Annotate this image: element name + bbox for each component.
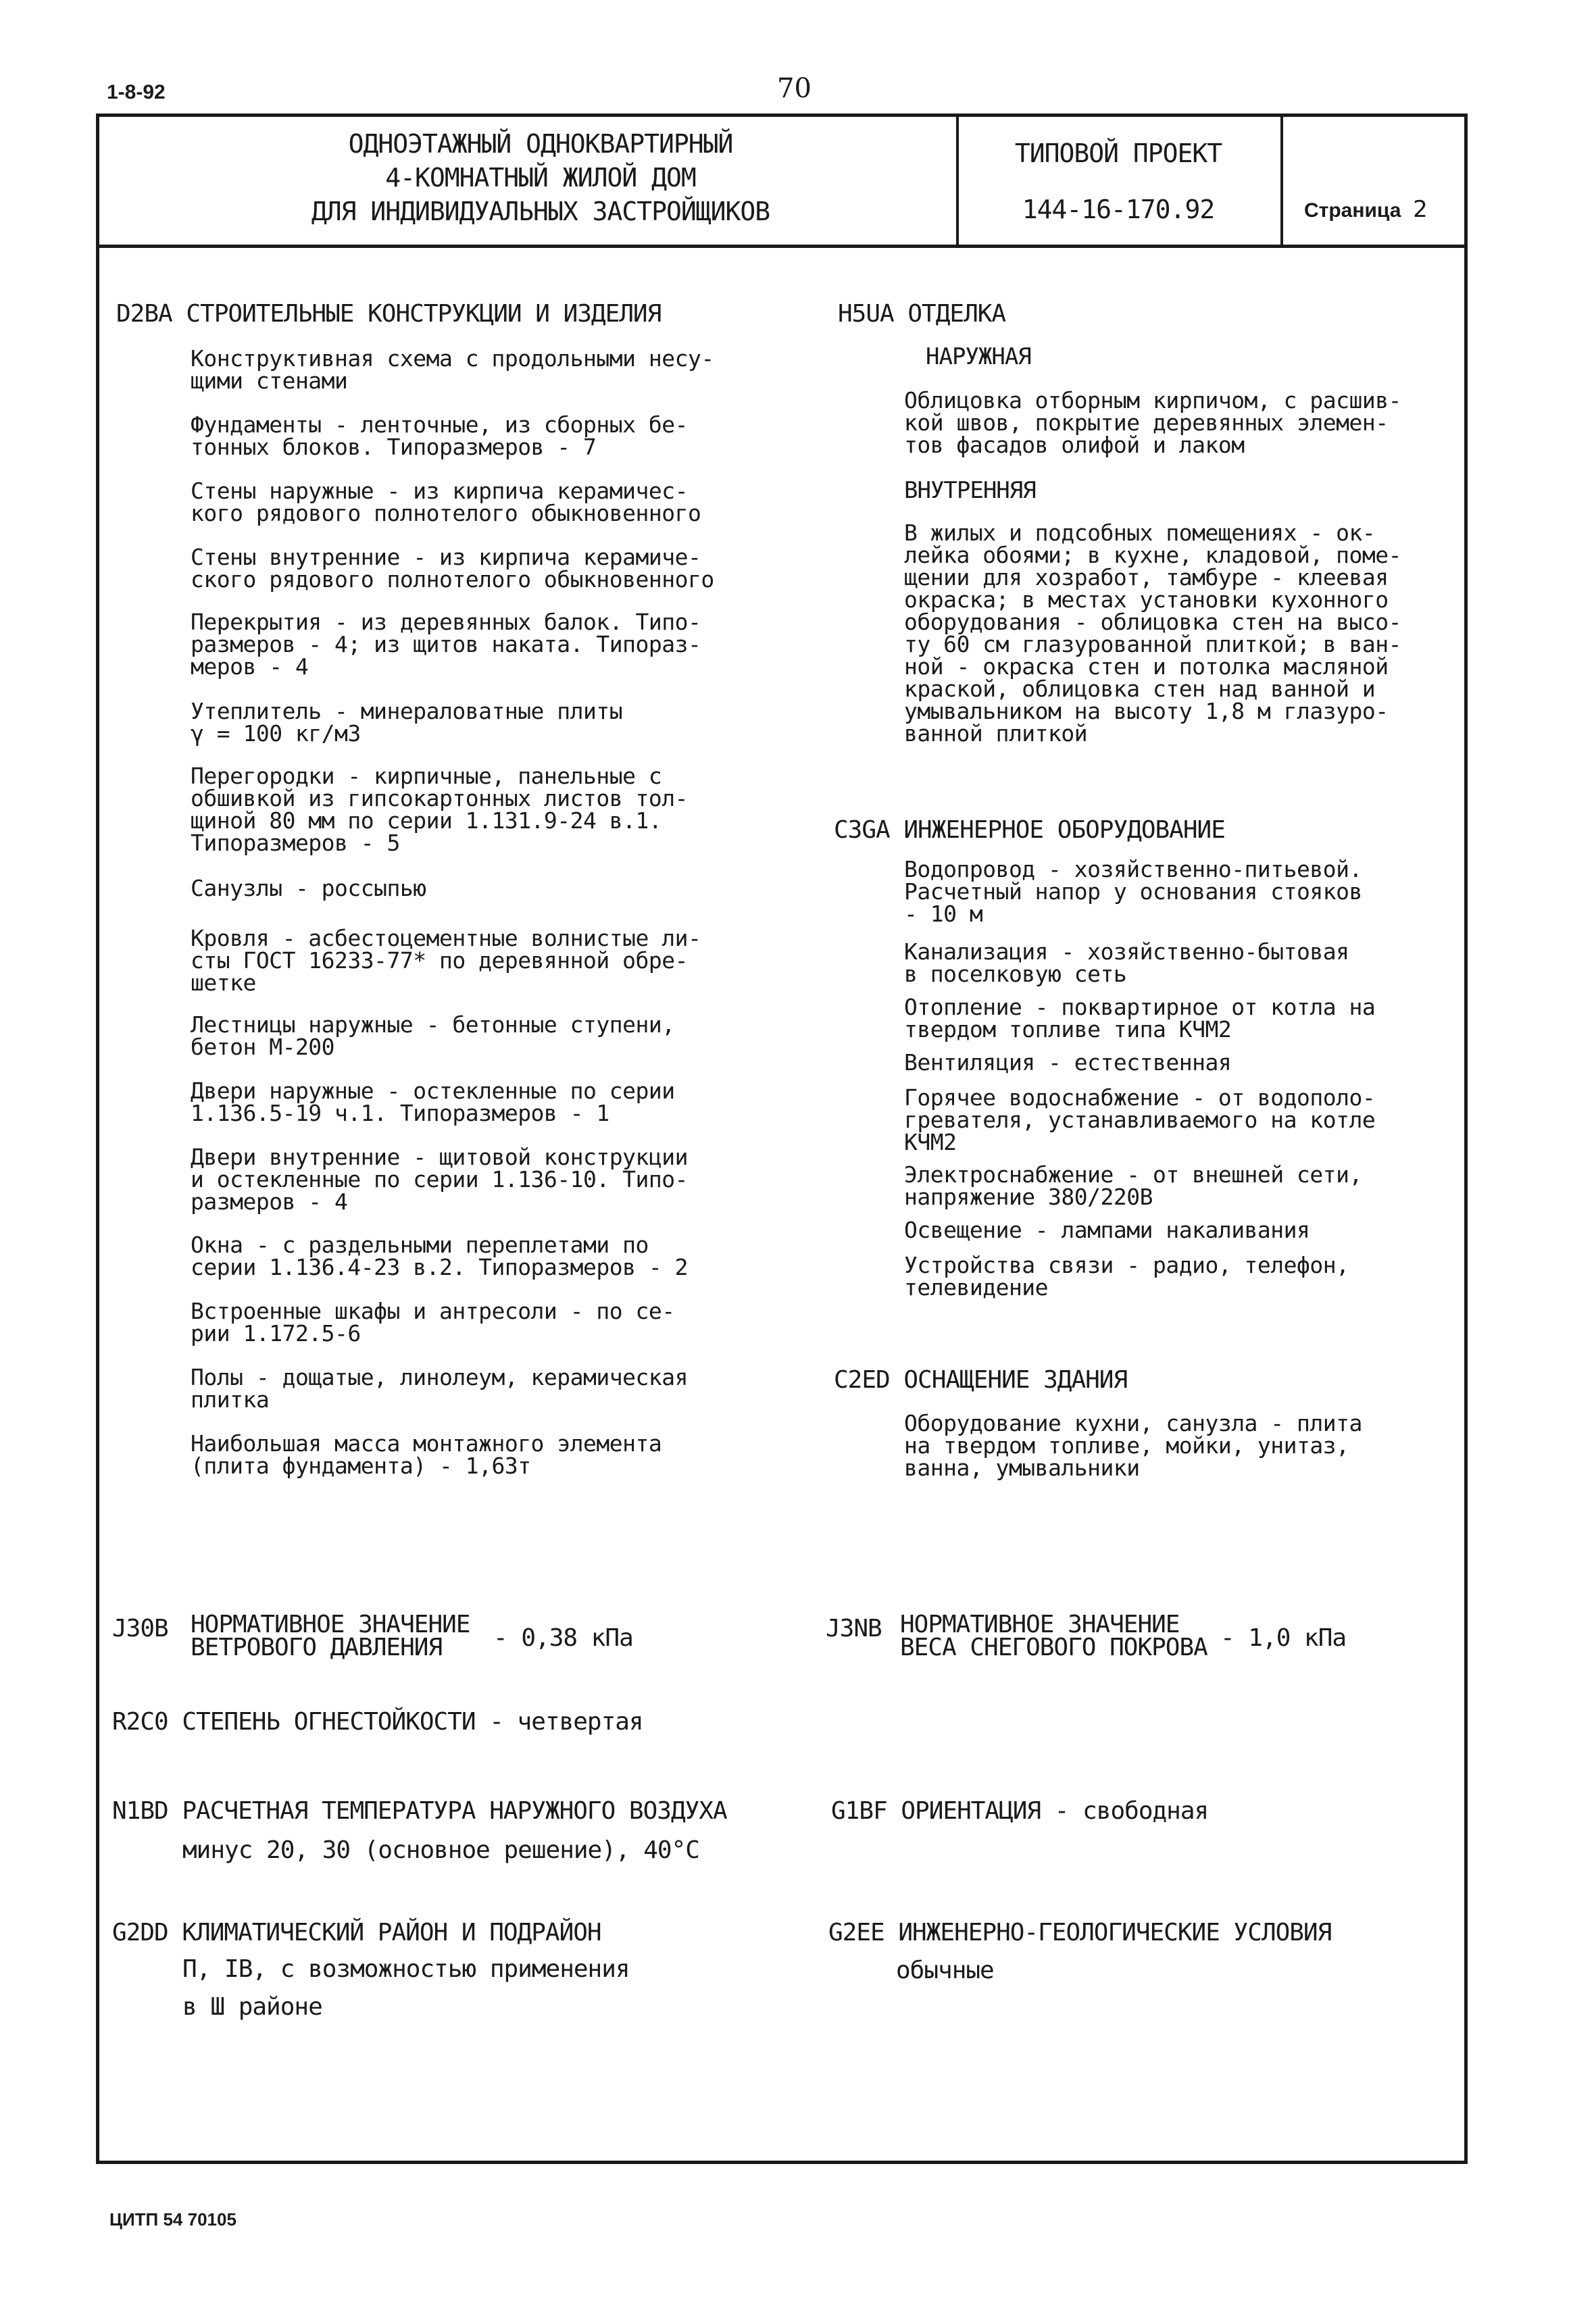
text-line: размеров - 4; из щитов наката. Типораз-	[191, 631, 701, 657]
text-line: Водопровод - хозяйственно-питьевой.	[904, 856, 1362, 882]
text-line: на твердом топливе, мойки, унитаз,	[904, 1432, 1349, 1459]
text-line: В жилых и подсобных помещениях - ок-	[904, 520, 1376, 546]
page-number: 70	[777, 73, 812, 104]
text-line: Оборудование кухни, санузла - плита	[904, 1410, 1362, 1436]
text-line: ванна, умывальники	[904, 1455, 1140, 1481]
text-line: кой швов, покрытие деревянных элемен-	[904, 409, 1389, 436]
construction-item	[191, 877, 751, 899]
section-title-equipment: C3GA ИНЖЕНЕРНОЕ ОБОРУДОВАНИЕ	[834, 816, 1225, 844]
equipment-item	[904, 1051, 1478, 1074]
equipment-item	[904, 996, 1478, 1040]
project-number: 144-16-170.92	[1022, 195, 1215, 224]
text-line: Лестницы наружные - бетонные ступени,	[191, 1011, 675, 1038]
text-line: Двери наружные - остекленные по серии	[191, 1078, 675, 1104]
construction-item	[191, 1298, 751, 1347]
text-line: Облицовка отборным кирпичом, с расшив-	[904, 387, 1401, 413]
label-line: ВЕТРОВОГО ДАВЛЕНИЯ	[191, 1634, 443, 1661]
text-line: Вентиляция - естественная	[904, 1049, 1232, 1076]
construction-item	[191, 765, 751, 854]
snow-value: - 1,0 кПа	[1220, 1624, 1347, 1652]
label-line: НОРМАТИВНОЕ ЗНАЧЕНИЕ	[191, 1611, 470, 1638]
text-line: КЧМ2	[904, 1129, 957, 1155]
text-line: лейка обоями; в кухне, кладовой, поме-	[904, 542, 1401, 568]
page-value: 2	[1413, 196, 1428, 223]
subsection-outer: НАРУЖНАЯ	[926, 343, 1031, 370]
header-column-divider	[956, 114, 959, 247]
construction-item	[191, 544, 751, 593]
construction-item	[191, 1080, 751, 1124]
text-line: щими стенами	[191, 368, 348, 394]
text-line: Стены наружные - из кирпича керамичес-	[191, 478, 688, 504]
title-line: ОДНОЭТАЖНЫЙ ОДНОКВАРТИРНЫЙ	[348, 129, 733, 159]
text-line: Стены внутренние - из кирпича керамиче-	[191, 544, 701, 570]
text-line: щиной 80 мм по серии 1.131.9-24 в.1.	[191, 807, 662, 834]
text-line: тов фасадов олифой и лаком	[904, 432, 1245, 458]
text-line: ту 60 см глазурованной плиткой; в ван-	[904, 631, 1401, 657]
text-line: Электроснабжение - от внешней сети,	[904, 1161, 1362, 1188]
header-column-divider	[1280, 114, 1283, 247]
temperature-title: N1BD РАСЧЕТНАЯ ТЕМПЕРАТУРА НАРУЖНОГО ВОЗДУХА	[112, 1797, 727, 1825]
text-line: серии 1.136.4-23 в.2. Типоразмеров - 2	[191, 1254, 688, 1280]
text-line: - 10 м	[904, 901, 983, 927]
text-line: Расчетный напор у основания стояков	[904, 878, 1362, 905]
text-line: Санузлы - россыпью	[191, 875, 426, 901]
text-line: сты ГОСТ 16233-77* по деревянной обре-	[191, 947, 688, 974]
text-line: плитка	[191, 1386, 270, 1413]
temperature-value: минус 20, 30 (основное решение), 40°С	[182, 1836, 699, 1864]
outer-finish-text	[904, 389, 1478, 456]
text-line: Кровля - асбестоцементные волнистые ли-	[191, 925, 701, 951]
construction-item	[191, 1366, 751, 1411]
text-line: Наибольшая масса монтажного элемента	[191, 1430, 662, 1457]
footer-code: ЦИТП 54 70105	[109, 2209, 236, 2230]
text-line: Утеплитель - минераловатные плиты	[191, 698, 623, 724]
text-line: Освещение - лампами накаливания	[904, 1217, 1310, 1243]
climate-line: П, IВ, с возможностью применения	[182, 1955, 630, 1983]
text-line: тонных блоков. Типоразмеров - 7	[191, 434, 597, 460]
construction-item	[191, 1234, 751, 1278]
text-line: краской, облицовка стен над ванной и	[904, 676, 1376, 702]
label-line: ВЕСА СНЕГОВОГО ПОКРОВА	[900, 1634, 1207, 1661]
header-divider	[96, 245, 1468, 248]
text-line: умывальником на высоту 1,8 м глазуро-	[904, 698, 1389, 724]
text-line: щении для хозработ, тамбуре - клеевая	[904, 564, 1389, 590]
text-line: бетон М-200	[191, 1034, 335, 1060]
section-title-outfit: C2ED ОСНАЩЕНИЕ ЗДАНИЯ	[834, 1366, 1128, 1394]
document-title	[203, 127, 878, 228]
construction-item	[191, 413, 751, 458]
text-line: и остекленные по серии 1.136-10. Типо-	[191, 1166, 688, 1192]
text-line: напряжение 380/220В	[904, 1184, 1153, 1210]
text-line: Окна - с раздельными переплетами по	[191, 1232, 649, 1258]
construction-item	[191, 1013, 751, 1058]
text-line: Двери внутренние - щитовой конструкции	[191, 1144, 688, 1170]
text-line: кого рядового полнотелого обыкновенного	[191, 500, 701, 526]
construction-item	[191, 700, 751, 745]
equipment-item	[904, 1163, 1478, 1208]
page-label: Страница	[1304, 199, 1401, 222]
orientation: G1BF ОРИЕНТАЦИЯ - свободная	[831, 1797, 1209, 1825]
construction-item	[191, 611, 751, 678]
text-line: ной - окраска стен и потолка масляной	[904, 653, 1389, 680]
text-line: Типоразмеров - 5	[191, 830, 400, 856]
text-line: рии 1.172.5-6	[191, 1320, 361, 1347]
subsection-inner: ВНУТРЕННЯЯ	[904, 477, 1036, 504]
construction-item	[191, 1146, 751, 1213]
climate-line: в Ш районе	[182, 1993, 322, 2021]
equipment-item	[904, 940, 1478, 985]
section-title-constructions: D2BA СТРОИТЕЛЬНЫЕ КОНСТРУКЦИИ И ИЗДЕЛИЯ	[116, 300, 662, 328]
equipment-item	[904, 1086, 1478, 1153]
text-line: Устройства связи - радио, телефон,	[904, 1252, 1349, 1278]
wind-code: J30B	[112, 1615, 168, 1642]
equipment-item	[904, 858, 1478, 925]
climate-title: G2DD КЛИМАТИЧЕСКИЙ РАЙОН И ПОДРАЙОН	[112, 1919, 601, 1946]
text-line: обшивкой из гипсокартонных листов тол-	[191, 785, 688, 811]
label-line: НОРМАТИВНОЕ ЗНАЧЕНИЕ	[900, 1611, 1180, 1638]
title-line: ДЛЯ ИНДИВИДУАЛЬНЫХ ЗАСТРОЙЩИКОВ	[311, 197, 770, 226]
text-line: Фундаменты - ленточные, из сборных бе-	[191, 411, 688, 438]
text-line: Отопление - поквартирное от котла на	[904, 994, 1376, 1020]
text-line: Перегородки - кирпичные, панельные с	[191, 763, 662, 789]
text-line: (плита фундамента) - 1,63т	[191, 1453, 531, 1479]
text-line: шетке	[191, 970, 256, 996]
text-line: Канализация - хозяйственно-бытовая	[904, 938, 1349, 965]
text-line: Полы - дощатые, линолеум, керамическая	[191, 1364, 688, 1390]
text-line: меров - 4	[191, 653, 309, 680]
snow-label	[900, 1613, 1207, 1659]
wind-value: - 0,38 кПа	[493, 1624, 633, 1652]
text-line: твердом топливе типа КЧМ2	[904, 1016, 1232, 1042]
text-line: телевидение	[904, 1274, 1049, 1301]
construction-item	[191, 480, 751, 524]
text-line: оборудования - облицовка стен на высо-	[904, 609, 1401, 635]
construction-item	[191, 347, 751, 392]
geology-title: G2EE ИНЖЕНЕРНО-ГЕОЛОГИЧЕСКИЕ УСЛОВИЯ	[828, 1919, 1332, 1946]
equipment-item	[904, 1254, 1478, 1299]
equipment-item	[904, 1219, 1478, 1241]
text-line: ского рядового полнотелого обыкновенного	[191, 566, 714, 593]
text-line: 1.136.5-19 ч.1. Типоразмеров - 1	[191, 1100, 609, 1126]
text-line: в поселковую сеть	[904, 961, 1127, 987]
text-line: окраска; в местах установки кухонного	[904, 586, 1389, 613]
text-line: ванной плиткой	[904, 720, 1088, 747]
document-code: 1-8-92	[107, 81, 166, 103]
fire-resistance: R2C0 СТЕПЕНЬ ОГНЕСТОЙКОСТИ - четвертая	[112, 1708, 643, 1736]
text-line: Перекрытия - из деревянных балок. Типо-	[191, 609, 701, 635]
section-title-finishing: H5UA ОТДЕЛКА	[838, 300, 1006, 328]
outfit-text	[904, 1412, 1478, 1479]
text-line: Встроенные шкафы и антресоли - по се-	[191, 1298, 675, 1324]
inner-finish-text	[904, 522, 1478, 745]
wind-label	[191, 1613, 470, 1659]
construction-item	[191, 927, 751, 994]
text-line: Конструктивная схема с продольными несу-	[191, 345, 714, 372]
text-line: размеров - 4	[191, 1188, 348, 1215]
text-line: гревателя, устанавливаемого на котле	[904, 1107, 1376, 1133]
project-label: ТИПОВОЙ ПРОЕКТ	[1014, 139, 1222, 168]
snow-code: J3NB	[826, 1615, 882, 1642]
geology-value: обычные	[896, 1957, 994, 1984]
text-line: Горячее водоснабжение - от водополо-	[904, 1084, 1376, 1111]
construction-item	[191, 1432, 751, 1477]
title-line: 4-КОМНАТНЫЙ ЖИЛОЙ ДОМ	[385, 163, 696, 193]
page-info	[1304, 196, 1428, 223]
text-line: γ = 100 кг/м3	[191, 720, 361, 747]
